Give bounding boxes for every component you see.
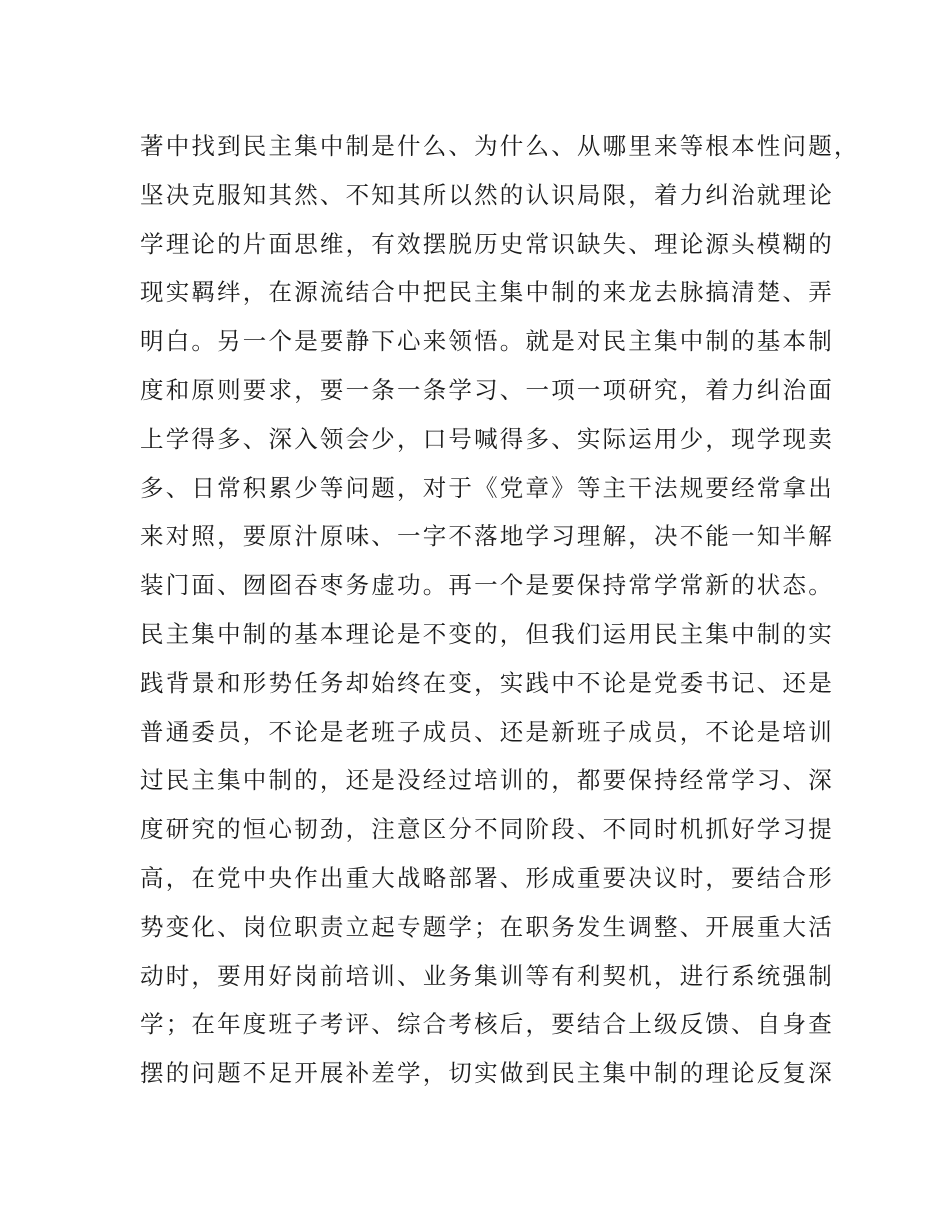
text-line: 著中找到民主集中制是什么、为什么、从哪里来等根本性问题， [140,132,860,160]
text-line: 多、日常积累少等问题，对于《党章》等主干法规要经常拿出 [140,473,834,502]
text-line: 来对照，要原汁原味、一字不落地学习理解，决不能一知半解 [140,522,834,551]
text-line: 上学得多、深入领会少，口号喊得多、实际运用少，现学现卖 [140,424,834,453]
text-line: 践背景和形势任务却始终在变，实践中不论是党委书记、还是 [140,668,834,697]
text-line: 坚决克服知其然、不知其所以然的认识局限，着力纠治就理论 [140,180,834,209]
body-text [140,122,860,1098]
text-line: 学理论的片面思维，有效摆脱历史常识缺失、理论源头模糊的 [140,229,834,258]
text-line: 民主集中制的基本理论是不变的，但我们运用民主集中制的实 [140,619,834,648]
text-line: 动时，要用好岗前培训、业务集训等有利契机，进行系统强制 [140,961,834,990]
text-line: 过民主集中制的，还是没经过培训的，都要保持经常学习、深 [140,766,834,795]
text-line: 装门面、囫囵吞枣务虚功。再一个是要保持常学常新的状态。 [140,571,834,600]
text-line: 明白。另一个是要静下心来领悟。就是对民主集中制的基本制 [140,327,834,356]
text-line: 摆的问题不足开展补差学，切实做到民主集中制的理论反复深 [140,1059,834,1088]
text-line: 高，在党中央作出重大战略部署、形成重要决议时，要结合形 [140,863,834,892]
text-line: 度和原则要求，要一条一条学习、一项一项研究，着力纠治面 [140,375,834,404]
text-line: 学；在年度班子考评、综合考核后，要结合上级反馈、自身查 [140,1010,834,1039]
text-line: 势变化、岗位职责立起专题学；在职务发生调整、开展重大活 [140,912,834,941]
text-line: 普通委员，不论是老班子成员、还是新班子成员，不论是培训 [140,717,834,746]
text-line: 现实羁绊，在源流结合中把民主集中制的来龙去脉搞清楚、弄 [140,278,834,307]
text-line: 度研究的恒心韧劲，注意区分不同阶段、不同时机抓好学习提 [140,815,834,844]
